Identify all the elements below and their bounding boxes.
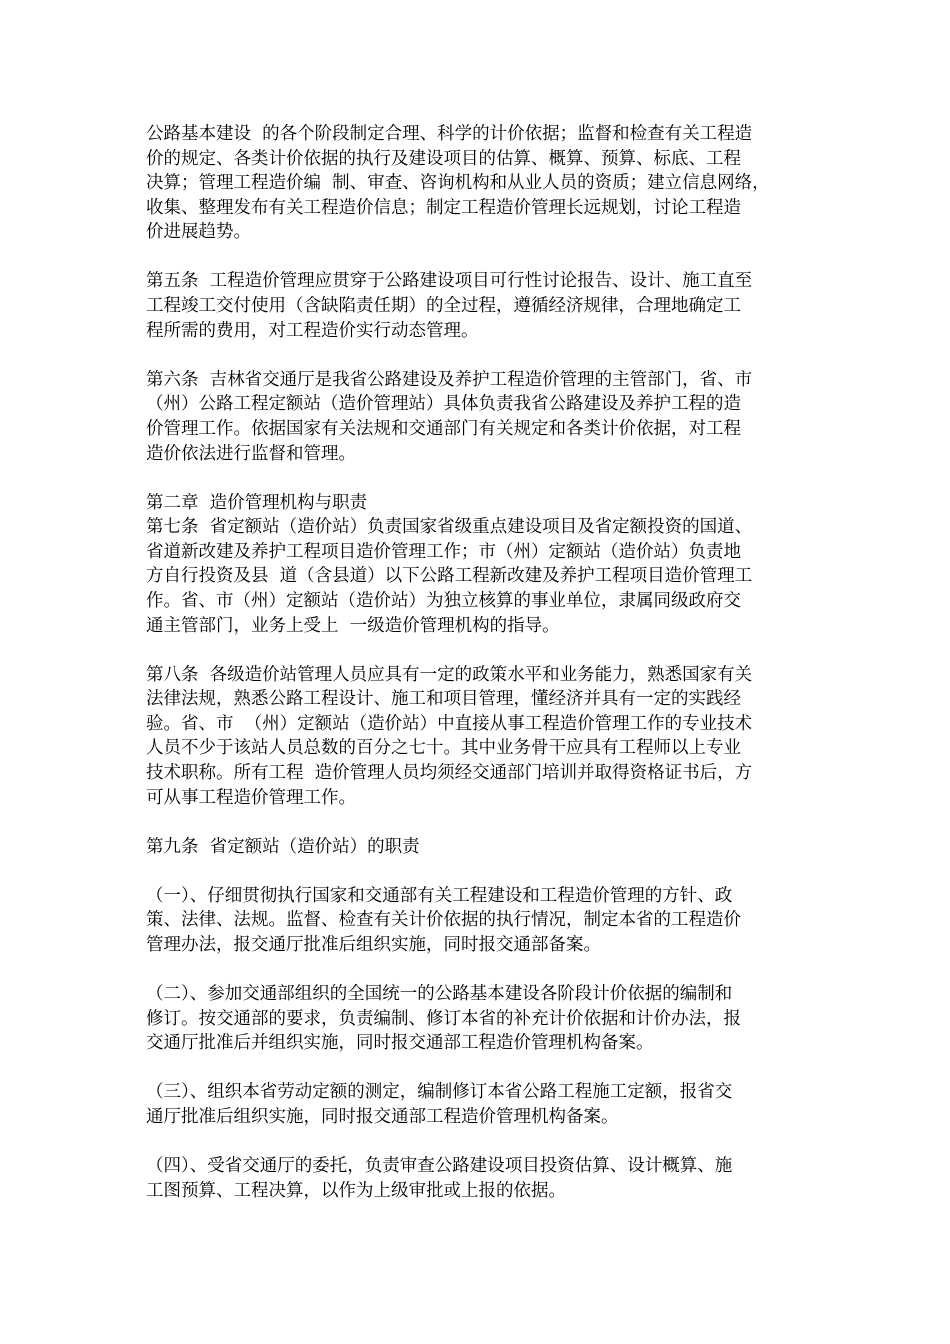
paragraph-article-6 bbox=[146, 368, 816, 466]
paragraph-article-7 bbox=[146, 515, 816, 638]
text-line: 第六条 吉林省交通厅是我省公路建设及养护工程造价管理的主管部门，省、市 bbox=[146, 369, 753, 390]
text-line: （一）、仔细贯彻执行国家和交通部有关工程建设和工程造价管理的方针、政 bbox=[146, 885, 733, 906]
text-line: 方自行投资及县 道（含县道）以下公路工程新改建及养护工程项目造价管理工 bbox=[146, 566, 753, 587]
text-line: 通厅批准后组织实施，同时报交通部工程造价管理机构备案。 bbox=[146, 1107, 619, 1127]
text-line: 造价依法进行监督和管理。 bbox=[146, 443, 356, 464]
chapter-heading bbox=[146, 491, 816, 516]
text-line: 工图预算、工程决算，以作为上级审批或上报的依据。 bbox=[146, 1180, 566, 1201]
text-line: （四）、受省交通厅的委托，负责审查公路建设项目投资估算、设计概算、施 bbox=[146, 1156, 733, 1177]
text-line: 程所需的费用，对工程造价实行动态管理。 bbox=[146, 320, 479, 341]
text-line: 第七条 省定额站（造价站）负责国家省级重点建设项目及省定额投资的国道、 bbox=[146, 517, 753, 538]
text-line: 可从事工程造价管理工作。 bbox=[146, 787, 356, 808]
text-line: 修订。按交通部的要求，负责编制、修订本省的补充计价依据和计价办法，报 bbox=[146, 1008, 741, 1029]
text-line: 公路基本建设 的各个阶段制定合理、科学的计价依据；监督和检查有关工程造 bbox=[146, 124, 753, 144]
text-line: 交通厅批准后并组织实施，同时报交通部工程造价管理机构备案。 bbox=[146, 1033, 654, 1054]
text-line: 人员不少于该站人员总数的百分之七十。其中业务骨干应具有工程师以上专业 bbox=[146, 738, 741, 759]
text-line: 决算；管理工程造价编 制、审查、咨询机构和从业人员的资质；建立信息网络， bbox=[146, 173, 770, 194]
document-page bbox=[146, 122, 816, 1228]
paragraph-intro bbox=[146, 122, 816, 245]
text-line: 法律法规，熟悉公路工程设计、施工和项目管理，懂经济并具有一定的实践经 bbox=[146, 689, 741, 710]
paragraph-duty-2 bbox=[146, 982, 816, 1056]
paragraph-article-8 bbox=[146, 663, 816, 811]
paragraph-article-9 bbox=[146, 835, 816, 860]
paragraph-article-5 bbox=[146, 269, 816, 343]
text-line: 第五条 工程造价管理应贯穿于公路建设项目可行性讨论报告、设计、施工直至 bbox=[146, 271, 753, 292]
text-line: （州）公路工程定额站（造价管理站）具体负责我省公路建设及养护工程的造 bbox=[146, 394, 741, 415]
paragraph-duty-4 bbox=[146, 1154, 816, 1203]
text-line: 验。省、市 （州）定额站（造价站）中直接从事工程造价管理工作的专业技术 bbox=[146, 713, 753, 734]
text-line: 通主管部门，业务上受上 一级造价管理机构的指导。 bbox=[146, 615, 560, 636]
text-line: 管理办法，报交通厅批准后组织实施，同时报交通部备案。 bbox=[146, 935, 601, 956]
text-line: 第九条 省定额站（造价站）的职责 bbox=[146, 836, 420, 857]
text-line: 价管理工作。依据国家有关法规和交通部门有关规定和各类计价依据，对工程 bbox=[146, 418, 741, 439]
text-line: 收集、整理发布有关工程造价信息；制定工程造价管理长远规划，讨论工程造 bbox=[146, 197, 741, 218]
text-line: 策、法律、法规。监督、检查有关计价依据的执行情况，制定本省的工程造价 bbox=[146, 910, 741, 931]
text-line: 价的规定、各类计价依据的执行及建设项目的估算、概算、预算、标底、工程 bbox=[146, 148, 741, 169]
text-line: 省道新改建及养护工程项目造价管理工作；市（州）定额站（造价站）负责地 bbox=[146, 541, 741, 562]
heading-line: 第二章 造价管理机构与职责 bbox=[146, 492, 368, 513]
paragraph-duty-3 bbox=[146, 1080, 816, 1129]
text-line: 价进展趋势。 bbox=[146, 222, 251, 243]
paragraph-duty-1 bbox=[146, 884, 816, 958]
text-line: 第八条 各级造价站管理人员应具有一定的政策水平和业务能力，熟悉国家有关 bbox=[146, 664, 753, 685]
text-line: 工程竣工交付使用（含缺陷责任期）的全过程，遵循经济规律，合理地确定工 bbox=[146, 296, 741, 317]
text-line: 作。省、市（州）定额站（造价站）为独立核算的事业单位，隶属同级政府交 bbox=[146, 591, 741, 611]
text-line: （三）、组织本省劳动定额的测定，编制修订本省公路工程施工定额，报省交 bbox=[146, 1082, 733, 1103]
text-line: 技术职称。所有工程 造价管理人员均须经交通部门培训并取得资格证书后，方 bbox=[146, 763, 753, 784]
text-line: （二）、参加交通部组织的全国统一的公路基本建设各阶段计价依据的编制和 bbox=[146, 984, 733, 1005]
